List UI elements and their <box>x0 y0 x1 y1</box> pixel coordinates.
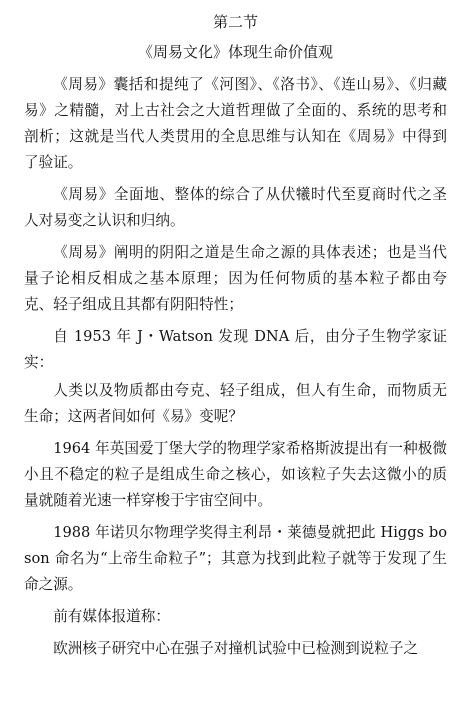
paragraph-3: 《周易》阐明的阴阳之道是生命之源的具体表述；也是当代量子论相反相成之基本原理；因为任何物质的基本粒子都由夸克、轻子组成且其都有阴阳特性； <box>24 244 447 313</box>
paragraph-5: 人类以及物质都由夸克、轻子组成，但人有生命，而物质无生命；这两者间如何《易》变呢？ <box>24 382 447 425</box>
paragraph-7: 1988 年诺贝尔物理学奖得主利昂・莱德曼就把此 Higgs boson 命名为“上帝生命粒子”；其意为找到此粒子就等于发现了生命之源。 <box>24 524 447 593</box>
section-title: 第二节 <box>212 13 258 31</box>
paragraph-8: 前有媒体报道称： <box>53 608 170 625</box>
subtitle: 《周易文化》体现生命价值观 <box>137 43 333 61</box>
paragraph-6: 1964 年英国爱丁堡大学的物理学家希格斯波提出有一种极微小且不稳定的粒子是组成生命之核心，如该粒子失去这微小的质量就随着光速一样穿梭于宇宙空间中。 <box>24 440 447 509</box>
paragraph-4: 自 1953 年 J・Watson 发现 DNA 后，由分子生物学家证实： <box>24 328 447 371</box>
paragraph-9: 欧洲核子研究中心在强子对撞机试验中已检测到说粒子之 <box>53 640 419 657</box>
paragraph-2: 《周易》全面地、整体的综合了从伏犧时代至夏商时代之圣人对易变之认识和归纳。 <box>24 186 447 229</box>
paragraph-1: 《周易》囊括和提纯了《河图》、《洛书》、《连山易》、《归藏易》之精髓，对上古社会之大道哲理做了全面的、系统的思考和剖析；这就是当代人类贯用的全息思维与认知在《周易》中得到了验证。 <box>24 76 447 171</box>
